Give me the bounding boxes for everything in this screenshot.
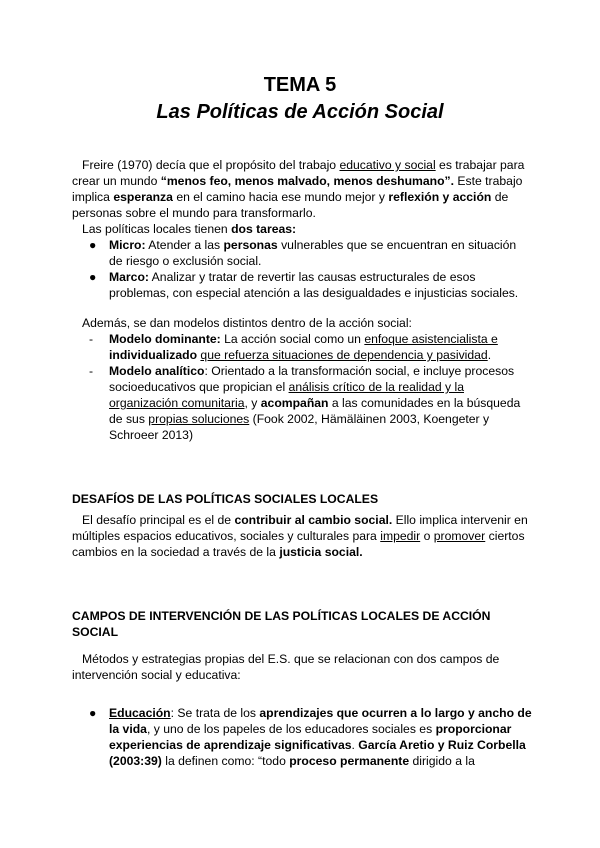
fields-section <box>72 608 532 769</box>
challenges-section <box>72 491 532 560</box>
tasks-list <box>72 237 532 301</box>
models-section <box>72 315 532 443</box>
models-list <box>72 331 532 443</box>
section-heading: CAMPOS DE INTERVENCIÓN DE LAS POLÍTICAS LOCALES DE ACCIÓN SOCIAL <box>72 609 491 639</box>
document-subtitle: Las Políticas de Acción Social <box>156 101 444 123</box>
list-item: ● Marco: Analizar y tratar de revertir las causas estructurales de esos problemas, con especial atención a las desigualdades e injusticias sociales. <box>89 270 519 300</box>
list-item: ● Micro: Atender a las personas vulnerables que se encuentran en situación de riesgo o exclusión social. <box>89 238 517 268</box>
tasks-intro: Las políticas locales tienen dos tareas: <box>82 222 297 236</box>
intro-section <box>72 157 532 301</box>
list-item: ● Educación: Se trata de los aprendizajes que ocurren a lo largo y ancho de la vida, y uno de los papeles de los educadores sociales es proporcionar experiencias de aprendizaje significativas. García Aretio y Ruiz Corbella (2003:39) la definen como: “todo proceso permanente dirigido a la <box>89 706 532 768</box>
bullet-icon: ● <box>89 706 97 720</box>
fields-list <box>72 705 532 769</box>
section-heading: DESAFÍOS DE LAS POLÍTICAS SOCIALES LOCALES <box>72 492 379 506</box>
dash-icon: - <box>89 332 94 346</box>
fields-paragraph: Métodos y estrategias propias del E.S. que se relacionan con dos campos de intervención social y educativa: <box>72 652 500 682</box>
models-intro: Además, se dan modelos distintos dentro de la acción social: <box>82 316 412 330</box>
intro-paragraph: Freire (1970) decía que el propósito del trabajo educativo y social es trabajar para crear un mundo “menos feo, menos malvado, menos deshumano”. Este trabajo implica esperanza en el camino hacia ese mundo mejor y reflexión y acción de personas sobre el mundo para transformarlo. <box>72 158 525 220</box>
list-item: - Modelo analítico: Orientado a la transformación social, e incluye procesos socioeducativos que propician el análisis crítico de la realidad y la organización comunitaria, y acompañan a las comunidades en la búsqueda de sus propias soluciones (Fook 2002, Hämäläinen 2003, Koengeter y Schroeer 2013) <box>89 364 521 442</box>
list-item: - Modelo dominante: La acción social como un enfoque asistencialista e individualizado que refuerza situaciones de dependencia y pasividad. <box>89 332 498 362</box>
document-title: TEMA 5 <box>263 74 337 96</box>
bullet-icon: ● <box>89 238 97 252</box>
bullet-icon: ● <box>89 270 97 284</box>
challenges-paragraph: El desafío principal es el de contribuir al cambio social. Ello implica intervenir en múltiples espacios educativos, sociales y culturales para impedir o promover ciertos cambios en la sociedad a través de la justicia social. <box>72 513 528 559</box>
dash-icon: - <box>89 364 94 378</box>
